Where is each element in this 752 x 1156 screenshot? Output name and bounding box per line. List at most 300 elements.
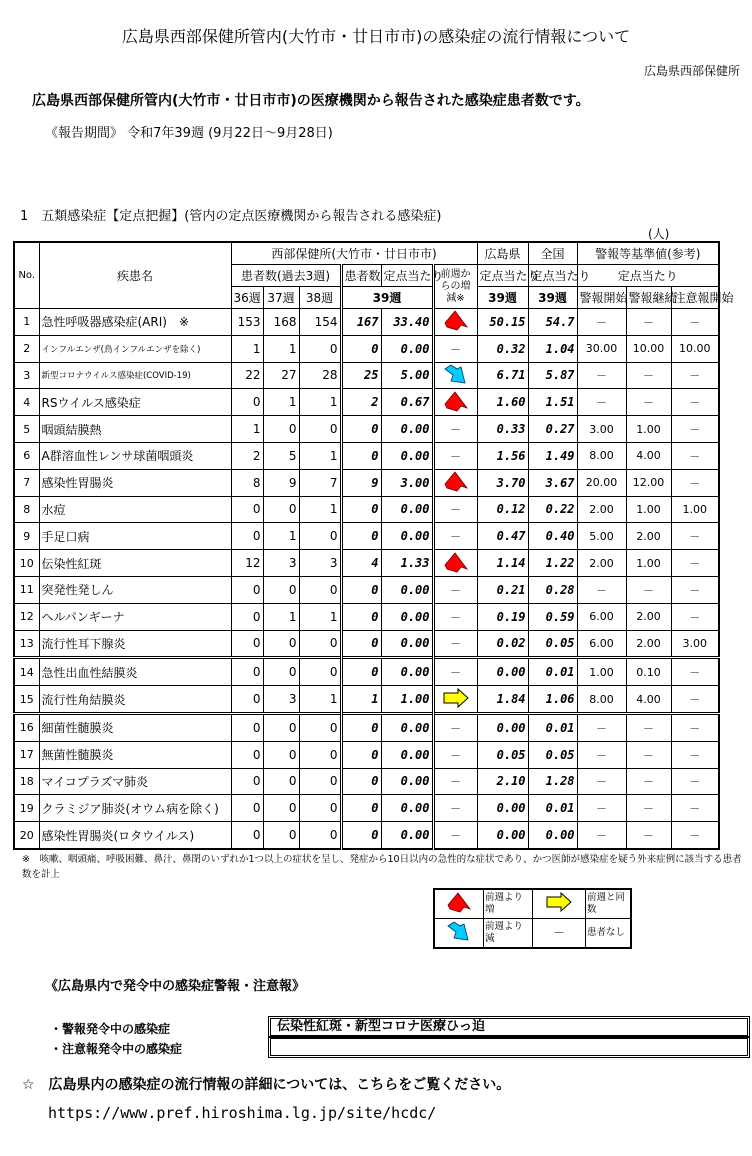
no-patients-mark: － (433, 658, 477, 686)
count-w37: 0 (263, 496, 299, 523)
count-w39: 1 (341, 686, 381, 714)
per-point-w39: 1.00 (381, 686, 433, 714)
count-w38: 0 (299, 335, 341, 362)
count-w38: 0 (299, 822, 341, 849)
table-row (14, 576, 719, 603)
alarm-continue-value: 4.00 (626, 686, 671, 714)
section-heading: 1 五類感染症【定点把握】(管内の定点医療機関から報告される感染症) (20, 209, 442, 224)
caution-start-value: － (671, 442, 719, 469)
no-patients-mark: － (433, 603, 477, 630)
per-point-w39: 0.00 (381, 630, 433, 658)
count-w37: 3 (263, 686, 299, 714)
row-number: 1 (14, 309, 39, 336)
hiroshima-per-point: 1.60 (477, 389, 528, 416)
header-criteria: 警報等基準値(参考) (577, 242, 719, 265)
hiroshima-per-point: 0.21 (477, 576, 528, 603)
disease-name: クラミジア肺炎(オウム病を除く) (39, 795, 231, 822)
trend-up-arrow-icon (433, 469, 477, 496)
count-w37: 3 (263, 550, 299, 577)
count-w37: 0 (263, 795, 299, 822)
disease-name: 流行性角結膜炎 (39, 686, 231, 714)
count-w36: 0 (231, 768, 263, 795)
alarm-start-value: － (577, 822, 626, 849)
alarm-continue-value: 1.00 (626, 416, 671, 443)
national-per-point: 5.87 (528, 362, 577, 389)
alarm-start-value: 6.00 (577, 630, 626, 658)
disease-name: マイコプラズマ肺炎 (39, 768, 231, 795)
disease-name: インフルエンザ(鳥インフルエンザを除く) (39, 335, 231, 362)
row-number: 9 (14, 523, 39, 550)
row-number: 6 (14, 442, 39, 469)
count-w37: 0 (263, 713, 299, 741)
per-point-w39: 0.00 (381, 741, 433, 768)
hiroshima-per-point: 0.00 (477, 822, 528, 849)
trend-up-arrow-icon (433, 309, 477, 336)
intro-text: 広島県西部保健所管内(大竹市・廿日市市)の医療機関から報告された感染症患者数です。 (32, 93, 590, 109)
per-point-w39: 1.33 (381, 550, 433, 577)
count-w38: 0 (299, 713, 341, 741)
hiroshima-per-point: 0.33 (477, 416, 528, 443)
alarm-continue-value: － (626, 389, 671, 416)
count-w39: 0 (341, 630, 381, 658)
hiroshima-per-point: 0.32 (477, 335, 528, 362)
row-number: 14 (14, 658, 39, 686)
table-row (14, 768, 719, 795)
more-info-text: ☆ 広島県内の感染症の流行情報の詳細については、こちらをご覧ください。 (22, 1077, 511, 1093)
count-w38: 0 (299, 658, 341, 686)
count-w38: 3 (299, 550, 341, 577)
count-w39: 0 (341, 496, 381, 523)
count-w37: 1 (263, 603, 299, 630)
hiroshima-per-point: 0.05 (477, 741, 528, 768)
count-w36: 12 (231, 550, 263, 577)
hiroshima-per-point: 0.00 (477, 795, 528, 822)
trend-down-arrow-icon (433, 362, 477, 389)
alarm-start-value: 2.00 (577, 496, 626, 523)
national-per-point: 0.22 (528, 496, 577, 523)
count-w36: 1 (231, 335, 263, 362)
trend-up-arrow-icon (433, 389, 477, 416)
alarm-start-value: 8.00 (577, 442, 626, 469)
count-w37: 1 (263, 335, 299, 362)
header-w37: 37週 (263, 287, 299, 309)
alarm-continue-value: 1.00 (626, 496, 671, 523)
legend-up-label: 前週より増 (484, 889, 533, 919)
count-w39: 0 (341, 442, 381, 469)
disease-name: 手足口病 (39, 523, 231, 550)
national-per-point: 0.05 (528, 630, 577, 658)
national-per-point: 0.59 (528, 603, 577, 630)
disease-name: 伝染性紅斑 (39, 550, 231, 577)
alarm-start-value: － (577, 713, 626, 741)
row-number: 13 (14, 630, 39, 658)
alarm-continue-value: 0.10 (626, 658, 671, 686)
count-w36: 0 (231, 713, 263, 741)
legend-none-mark: － (533, 919, 586, 949)
warning-value: 伝染性紅斑・新型コロナ医療ひっ迫 (270, 1018, 748, 1036)
count-w36: 0 (231, 686, 263, 714)
disease-name: 感染性胃腸炎 (39, 469, 231, 496)
national-per-point: 1.22 (528, 550, 577, 577)
caution-label: ・注意報発令中の感染症 (50, 1042, 183, 1056)
per-point-w39: 0.00 (381, 576, 433, 603)
national-per-point: 1.49 (528, 442, 577, 469)
alarm-start-value: 3.00 (577, 416, 626, 443)
count-w38: 0 (299, 416, 341, 443)
hiroshima-per-point: 6.71 (477, 362, 528, 389)
caution-start-value: － (671, 795, 719, 822)
table-row (14, 389, 719, 416)
count-w39: 167 (341, 309, 381, 336)
table-row (14, 496, 719, 523)
count-w38: 0 (299, 795, 341, 822)
no-patients-mark: － (433, 795, 477, 822)
count-w39: 25 (341, 362, 381, 389)
count-w37: 0 (263, 630, 299, 658)
header-no: No. (14, 242, 39, 309)
header-change: 前週からの増減※ (433, 265, 477, 309)
disease-name: 急性出血性結膜炎 (39, 658, 231, 686)
count-w39: 0 (341, 795, 381, 822)
count-w39: 0 (341, 768, 381, 795)
row-number: 16 (14, 713, 39, 741)
header-hiroshima-sub: 定点当たり (477, 265, 528, 287)
row-number: 5 (14, 416, 39, 443)
table-row (14, 795, 719, 822)
disease-name: 新型コロナウイルス感染症(COVID-19) (39, 362, 231, 389)
alarm-continue-value: 2.00 (626, 603, 671, 630)
count-w36: 1 (231, 416, 263, 443)
caution-start-value: － (671, 686, 719, 714)
per-point-w39: 0.67 (381, 389, 433, 416)
alarm-continue-value: － (626, 741, 671, 768)
count-w38: 0 (299, 741, 341, 768)
page-title: 広島県西部保健所管内(大竹市・廿日市市)の感染症の流行情報について (121, 27, 631, 46)
table-row (14, 686, 719, 714)
disease-name: 水痘 (39, 496, 231, 523)
count-w38: 154 (299, 309, 341, 336)
table-row (14, 658, 719, 686)
alarm-start-value: 20.00 (577, 469, 626, 496)
count-w39: 0 (341, 603, 381, 630)
count-w36: 0 (231, 630, 263, 658)
alarm-start-value: － (577, 741, 626, 768)
alarm-continue-value: － (626, 309, 671, 336)
report-period: 《報告期間》 令和7年39週 (9月22日～9月28日) (45, 126, 333, 141)
hiroshima-per-point: 2.10 (477, 768, 528, 795)
no-patients-mark: － (433, 523, 477, 550)
caution-start-value: － (671, 822, 719, 849)
no-patients-mark: － (433, 335, 477, 362)
row-number: 20 (14, 822, 39, 849)
legend-same-icon (533, 889, 586, 919)
alarm-continue-value: 12.00 (626, 469, 671, 496)
national-per-point: 3.67 (528, 469, 577, 496)
no-patients-mark: － (433, 768, 477, 795)
hiroshima-per-point: 0.00 (477, 713, 528, 741)
count-w39: 9 (341, 469, 381, 496)
alarm-continue-value: 4.00 (626, 442, 671, 469)
disease-name: RSウイルス感染症 (39, 389, 231, 416)
national-per-point: 54.7 (528, 309, 577, 336)
caution-value (270, 1038, 748, 1056)
disease-name: 感染性胃腸炎(ロタウイルス) (39, 822, 231, 849)
count-w39: 0 (341, 713, 381, 741)
caution-start-value: － (671, 469, 719, 496)
count-w37: 0 (263, 768, 299, 795)
alarm-start-value: 2.00 (577, 550, 626, 577)
per-point-w39: 0.00 (381, 822, 433, 849)
alarm-continue-value: 2.00 (626, 523, 671, 550)
header-national-week: 39週 (528, 287, 577, 309)
count-w37: 1 (263, 389, 299, 416)
header-hiroshima-week: 39週 (477, 287, 528, 309)
caution-start-value: 10.00 (671, 335, 719, 362)
count-w36: 0 (231, 658, 263, 686)
alarm-start-value: － (577, 795, 626, 822)
count-w37: 27 (263, 362, 299, 389)
info-link[interactable]: https://www.pref.hiroshima.lg.jp/site/hcdc/ (48, 1104, 437, 1122)
no-patients-mark: － (433, 713, 477, 741)
caution-start-value: － (671, 603, 719, 630)
table-row (14, 362, 719, 389)
count-w36: 0 (231, 795, 263, 822)
count-w38: 0 (299, 768, 341, 795)
row-number: 19 (14, 795, 39, 822)
alarm-start-value: － (577, 768, 626, 795)
header-per-point: 定点当たり (381, 265, 433, 287)
per-point-w39: 0.00 (381, 442, 433, 469)
per-point-w39: 0.00 (381, 658, 433, 686)
count-w38: 7 (299, 469, 341, 496)
caution-start-value: － (671, 362, 719, 389)
hiroshima-per-point: 50.15 (477, 309, 528, 336)
alarm-continue-value: － (626, 768, 671, 795)
caution-start-value: － (671, 389, 719, 416)
national-per-point: 0.40 (528, 523, 577, 550)
count-w37: 1 (263, 523, 299, 550)
hiroshima-per-point: 1.56 (477, 442, 528, 469)
header-caution-start: 注意報開始 (671, 287, 719, 309)
table-row (14, 741, 719, 768)
alarm-continue-value: － (626, 576, 671, 603)
row-number: 18 (14, 768, 39, 795)
alarm-continue-value: － (626, 713, 671, 741)
header-alarm-continue: 警報継続 (626, 287, 671, 309)
per-point-w39: 0.00 (381, 416, 433, 443)
row-number: 7 (14, 469, 39, 496)
warning-label: ・警報発令中の感染症 (50, 1022, 171, 1036)
table-row (14, 416, 719, 443)
national-per-point: 0.27 (528, 416, 577, 443)
hiroshima-per-point: 0.02 (477, 630, 528, 658)
count-w37: 0 (263, 741, 299, 768)
per-point-w39: 3.00 (381, 469, 433, 496)
header-w36: 36週 (231, 287, 263, 309)
hiroshima-per-point: 1.84 (477, 686, 528, 714)
header-w38: 38週 (299, 287, 341, 309)
alarm-continue-value: 2.00 (626, 630, 671, 658)
alarm-continue-value: － (626, 822, 671, 849)
header-disease: 疾患名 (39, 242, 231, 309)
hiroshima-per-point: 0.00 (477, 658, 528, 686)
count-w38: 0 (299, 523, 341, 550)
header-patients: 患者数 (341, 265, 381, 287)
legend (433, 888, 632, 949)
row-number: 15 (14, 686, 39, 714)
disease-name: ヘルパンギーナ (39, 603, 231, 630)
national-per-point: 1.04 (528, 335, 577, 362)
table-row (14, 523, 719, 550)
row-number: 12 (14, 603, 39, 630)
count-w39: 0 (341, 335, 381, 362)
count-w36: 2 (231, 442, 263, 469)
caution-start-value: － (671, 523, 719, 550)
row-number: 3 (14, 362, 39, 389)
caution-start-value: － (671, 576, 719, 603)
count-w38: 28 (299, 362, 341, 389)
count-w39: 0 (341, 658, 381, 686)
count-w36: 0 (231, 389, 263, 416)
per-point-w39: 0.00 (381, 335, 433, 362)
alarm-start-value: 5.00 (577, 523, 626, 550)
alarm-start-value: － (577, 389, 626, 416)
count-w39: 2 (341, 389, 381, 416)
office-name: 広島県西部保健所 (643, 64, 740, 78)
national-per-point: 0.05 (528, 741, 577, 768)
count-w37: 168 (263, 309, 299, 336)
header-w39: 39週 (341, 287, 433, 309)
count-w37: 9 (263, 469, 299, 496)
national-per-point: 1.28 (528, 768, 577, 795)
table-row (14, 822, 719, 849)
disease-name: 咽頭結膜熱 (39, 416, 231, 443)
disease-name: 流行性耳下腺炎 (39, 630, 231, 658)
row-number: 10 (14, 550, 39, 577)
count-w39: 0 (341, 822, 381, 849)
hiroshima-per-point: 3.70 (477, 469, 528, 496)
alarm-continue-value: 1.00 (626, 550, 671, 577)
count-w36: 0 (231, 523, 263, 550)
count-w37: 0 (263, 416, 299, 443)
legend-down-label: 前週より減 (484, 919, 533, 949)
per-point-w39: 0.00 (381, 713, 433, 741)
header-hiroshima: 広島県 (477, 242, 528, 265)
per-point-w39: 0.00 (381, 496, 433, 523)
count-w36: 0 (231, 576, 263, 603)
no-patients-mark: － (433, 576, 477, 603)
disease-name: 無菌性髄膜炎 (39, 741, 231, 768)
no-patients-mark: － (433, 741, 477, 768)
table-row (14, 469, 719, 496)
national-per-point: 0.01 (528, 658, 577, 686)
count-w38: 1 (299, 389, 341, 416)
unit-label: (人) (648, 227, 670, 241)
alarm-start-value: 8.00 (577, 686, 626, 714)
table-row (14, 713, 719, 741)
caution-start-value: － (671, 713, 719, 741)
header-national-sub: 定点当たり (528, 265, 577, 287)
disease-name: A群溶血性レンサ球菌咽頭炎 (39, 442, 231, 469)
count-w39: 4 (341, 550, 381, 577)
caution-start-value: 3.00 (671, 630, 719, 658)
disease-name: 突発性発しん (39, 576, 231, 603)
no-patients-mark: － (433, 822, 477, 849)
count-w36: 8 (231, 469, 263, 496)
caution-start-value: － (671, 550, 719, 577)
row-number: 2 (14, 335, 39, 362)
disease-name: 急性呼吸器感染症(ARI) ※ (39, 309, 231, 336)
count-w39: 0 (341, 416, 381, 443)
count-w36: 0 (231, 603, 263, 630)
national-per-point: 1.51 (528, 389, 577, 416)
caution-start-value: － (671, 768, 719, 795)
row-number: 4 (14, 389, 39, 416)
hiroshima-per-point: 0.12 (477, 496, 528, 523)
legend-down-icon (434, 919, 484, 949)
alarm-continue-value: 10.00 (626, 335, 671, 362)
alarm-start-value: 6.00 (577, 603, 626, 630)
legend-up-icon (434, 889, 484, 919)
alarm-start-value: － (577, 309, 626, 336)
header-west: 西部保健所(大竹市・廿日市市) (231, 242, 477, 265)
count-w39: 0 (341, 523, 381, 550)
count-w39: 0 (341, 576, 381, 603)
no-patients-mark: － (433, 442, 477, 469)
header-criteria-sub: 定点当たり (577, 265, 719, 287)
count-w38: 0 (299, 630, 341, 658)
hiroshima-per-point: 0.19 (477, 603, 528, 630)
hiroshima-per-point: 0.47 (477, 523, 528, 550)
caution-start-value: － (671, 416, 719, 443)
count-w38: 1 (299, 686, 341, 714)
alarm-start-value: 30.00 (577, 335, 626, 362)
national-per-point: 0.00 (528, 822, 577, 849)
no-patients-mark: － (433, 496, 477, 523)
table-row (14, 309, 719, 336)
surveillance-table (13, 241, 734, 850)
table-row (14, 630, 719, 658)
header-alarm-start: 警報開始 (577, 287, 626, 309)
table-row (14, 550, 719, 577)
national-per-point: 0.01 (528, 795, 577, 822)
count-w37: 0 (263, 822, 299, 849)
caution-start-value: － (671, 309, 719, 336)
trend-up-arrow-icon (433, 550, 477, 577)
count-w38: 1 (299, 496, 341, 523)
per-point-w39: 0.00 (381, 603, 433, 630)
caution-start-value: － (671, 658, 719, 686)
alarm-start-value: 1.00 (577, 658, 626, 686)
legend-same-label: 前週と同数 (586, 889, 632, 919)
table-row (14, 442, 719, 469)
count-w38: 1 (299, 603, 341, 630)
per-point-w39: 0.00 (381, 795, 433, 822)
alarm-start-value: － (577, 576, 626, 603)
per-point-w39: 33.40 (381, 309, 433, 336)
no-patients-mark: － (433, 416, 477, 443)
count-w39: 0 (341, 741, 381, 768)
count-w37: 0 (263, 576, 299, 603)
header-national: 全国 (528, 242, 577, 265)
national-per-point: 1.06 (528, 686, 577, 714)
hiroshima-per-point: 1.14 (477, 550, 528, 577)
row-number: 8 (14, 496, 39, 523)
trend-same-arrow-icon (433, 686, 477, 714)
count-w36: 153 (231, 309, 263, 336)
national-per-point: 0.01 (528, 713, 577, 741)
count-w38: 1 (299, 442, 341, 469)
